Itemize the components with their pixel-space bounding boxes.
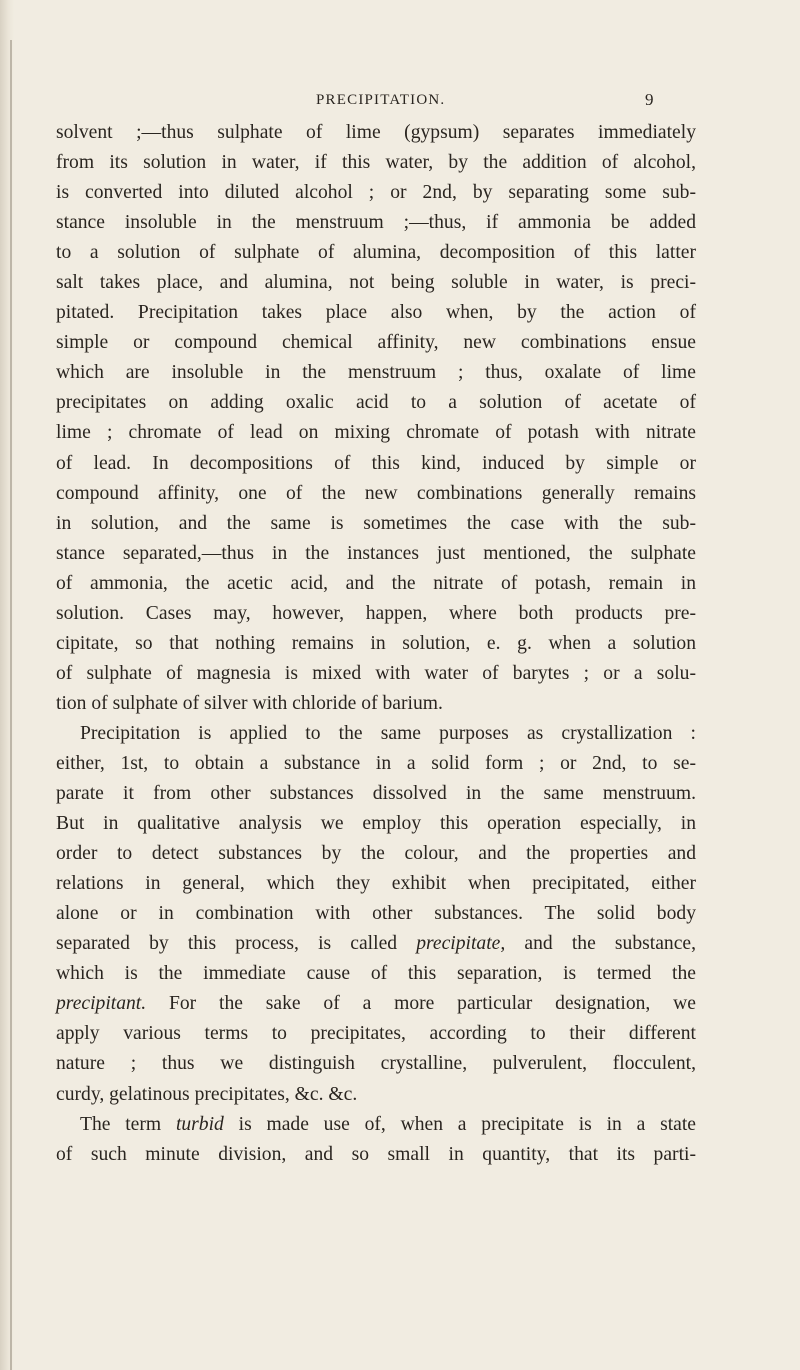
text-line: either, 1st, to obtain a substance in a solid form ; or 2nd, to se-: [56, 752, 696, 774]
text-line: alone or in combination with other substances. The solid body: [56, 903, 696, 925]
text-line: simple or compound chemical affinity, new combinations ensue: [56, 332, 696, 354]
text-line: [56, 989, 696, 1019]
text-line: [56, 1110, 696, 1140]
text-line: pitated. Precipitation takes place also when, by the action of: [56, 302, 696, 324]
text-line: from its solution in water, if this water, by the addition of alcohol,: [56, 152, 696, 174]
text-line: which are insoluble in the menstruum ; thus, oxalate of lime: [56, 362, 696, 384]
text-segment: separated by this process, is called: [56, 933, 398, 955]
running-head: PRECIPITATION.: [316, 92, 446, 108]
text-line: tion of sulphate of silver with chloride of barium.: [56, 692, 443, 714]
text-line: of ammonia, the acetic acid, and the nitrate of potash, remain in: [56, 572, 696, 594]
text-segment: The term: [80, 1113, 162, 1135]
text-line: precipitates on adding oxalic acid to a solution of acetate of: [56, 392, 696, 414]
text-line: of sulphate of magnesia is mixed with water of barytes ; or a solu-: [56, 662, 696, 684]
text-line: curdy, gelatinous precipitates, &c. &c.: [56, 1083, 358, 1105]
text-line: stance separated,—thus in the instances just mentioned, the sulphate: [56, 542, 696, 564]
text-line: order to detect substances by the colour, and the properties and: [56, 843, 696, 865]
text-line: cipitate, so that nothing remains in solution, e. g. when a solution: [56, 632, 696, 654]
text-line: stance insoluble in the menstruum ;—thus, if ammonia be added: [56, 212, 696, 234]
text-line: to a solution of sulphate of alumina, decomposition of this latter: [56, 242, 696, 264]
text-line: which is the immediate cause of this separation, is termed the: [56, 963, 696, 985]
text-line: salt takes place, and alumina, not being soluble in water, is preci-: [56, 272, 696, 294]
text-line: But in qualitative analysis we employ this operation especially, in: [56, 813, 696, 835]
italic-term-precipitate: precipitate,: [416, 933, 506, 955]
page-number: 9: [645, 90, 654, 109]
text-line: nature ; thus we distinguish crystalline, pulverulent, flocculent,: [56, 1053, 696, 1075]
text-line: solvent ;—thus sulphate of lime (gypsum) separates immediately: [56, 122, 696, 143]
body-text: [56, 118, 696, 1170]
text-line: Precipitation is applied to the same purposes as crystallization :: [80, 722, 696, 744]
text-line: lime ; chromate of lead on mixing chromate of potash with nitrate: [56, 422, 696, 444]
text-line: of lead. In decompositions of this kind, induced by simple or: [56, 452, 696, 474]
page-header: [0, 92, 800, 116]
text-segment: and the substance,: [524, 933, 696, 955]
text-line: is converted into diluted alcohol ; or 2nd, by separating some sub-: [56, 182, 696, 204]
text-line: apply various terms to precipitates, according to their different: [56, 1023, 696, 1045]
text-line: of such minute division, and so small in quantity, that its parti-: [56, 1143, 696, 1165]
text-segment: For the sake of a more particular designation, we: [168, 993, 696, 1015]
text-line: parate it from other substances dissolved in the same menstruum.: [56, 783, 696, 805]
text-line: in solution, and the same is sometimes the case with the sub-: [56, 512, 696, 534]
binding-shadow: [10, 40, 12, 1370]
text-line: relations in general, which they exhibit when precipitated, either: [56, 873, 696, 895]
text-line: [56, 929, 696, 959]
text-line: solution. Cases may, however, happen, where both products pre-: [56, 602, 696, 624]
text-segment: is made use of, when a precipitate is in a state: [238, 1113, 696, 1135]
text-line: compound affinity, one of the new combinations generally remains: [56, 482, 696, 504]
italic-term-precipitant: precipitant.: [56, 993, 147, 1015]
italic-term-turbid: turbid: [175, 1113, 224, 1135]
